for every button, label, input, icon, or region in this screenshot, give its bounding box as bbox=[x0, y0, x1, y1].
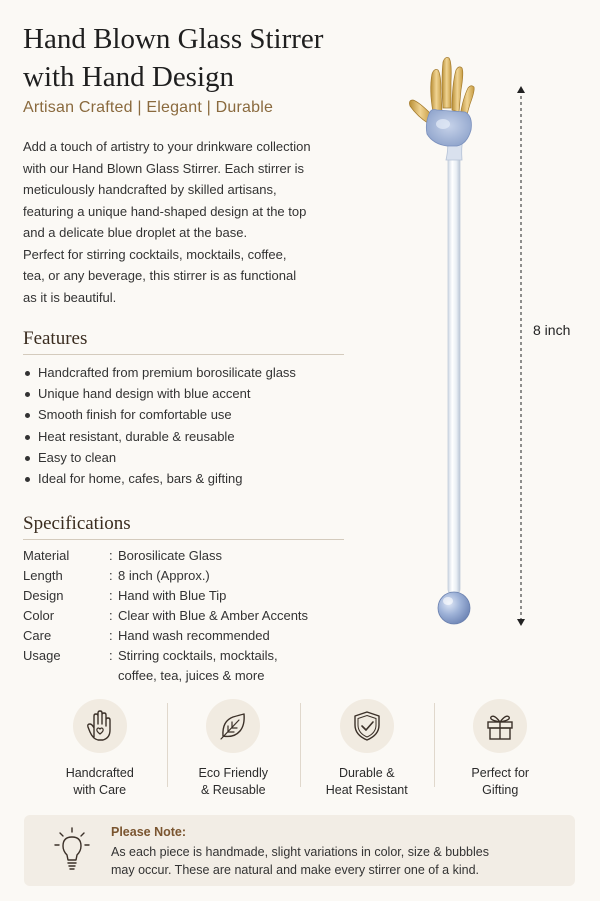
spec-row-care bbox=[23, 626, 353, 646]
intro-paragraph bbox=[23, 136, 343, 308]
spec-label: Color bbox=[23, 608, 55, 623]
spec-row-length bbox=[23, 566, 353, 586]
badge-line: Handcrafted bbox=[65, 766, 134, 780]
badge-handcrafted bbox=[33, 697, 167, 797]
spec-row-color bbox=[23, 606, 353, 626]
glass-stirrer-image bbox=[385, 50, 525, 640]
badge-line: Heat Resistant bbox=[325, 783, 408, 797]
spec-separator: : bbox=[109, 588, 113, 603]
badge-label bbox=[434, 765, 568, 799]
spec-row-material bbox=[23, 546, 353, 566]
badge-durable bbox=[300, 697, 434, 797]
feature-badges bbox=[33, 697, 567, 797]
note-line: As each piece is handmade, slight variations in color, size & bubbles bbox=[111, 845, 489, 859]
tagline: Artisan Crafted | Elegant | Durable bbox=[23, 99, 274, 116]
note-body bbox=[111, 843, 531, 879]
spec-label: Material bbox=[23, 548, 70, 563]
title-line-1: Hand Blown Glass Stirrer bbox=[23, 23, 324, 55]
stirrer-rod bbox=[448, 150, 460, 595]
shield-check-icon bbox=[340, 699, 394, 753]
badge-line: Perfect for bbox=[471, 766, 530, 780]
badge-gifting bbox=[434, 697, 568, 797]
stirrer-palm bbox=[426, 110, 471, 147]
intro-line: as it is beautiful. bbox=[23, 289, 117, 305]
spec-value: Hand wash recommended bbox=[118, 628, 270, 643]
spec-separator: : bbox=[109, 628, 113, 643]
specifications-table bbox=[23, 546, 353, 686]
feature-item: Unique hand design with blue accent bbox=[23, 383, 353, 404]
features-list bbox=[23, 362, 353, 489]
gift-icon bbox=[473, 699, 527, 753]
title-line-2: with Hand Design bbox=[23, 61, 235, 93]
spec-separator: : bbox=[109, 548, 113, 563]
badge-eco-friendly bbox=[167, 697, 301, 797]
spec-row-usage bbox=[23, 646, 353, 686]
spec-label: Design bbox=[23, 588, 64, 603]
badge-line: Durable & bbox=[338, 766, 395, 780]
badge-line: with Care bbox=[73, 783, 127, 797]
note-title: Please Note: bbox=[111, 825, 187, 839]
intro-line: Perfect for stirring cocktails, mocktails, coffee, bbox=[23, 246, 287, 262]
lightbulb-icon bbox=[54, 827, 90, 873]
intro-line: with our Hand Blown Glass Stirrer. Each stirrer is bbox=[23, 160, 305, 176]
spec-value: Hand with Blue Tip bbox=[118, 588, 227, 603]
stirrer-blue-tip bbox=[438, 592, 470, 624]
specifications-heading: Specifications bbox=[23, 513, 344, 540]
badge-line: & Reusable bbox=[200, 783, 266, 797]
dimension-label: 8 inch bbox=[533, 322, 571, 338]
note-box bbox=[24, 815, 575, 886]
spec-label: Length bbox=[23, 568, 63, 583]
intro-line: Add a touch of artistry to your drinkware collection bbox=[23, 139, 311, 154]
badge-line: Eco Friendly bbox=[198, 766, 268, 780]
features-heading: Features bbox=[23, 328, 344, 355]
badge-label bbox=[300, 765, 434, 799]
feature-item: Heat resistant, durable & reusable bbox=[23, 426, 353, 447]
hand-heart-icon bbox=[73, 699, 127, 753]
spec-separator: : bbox=[109, 568, 113, 583]
spec-separator: : bbox=[109, 608, 113, 623]
spec-value bbox=[118, 646, 353, 686]
badge-label bbox=[33, 765, 167, 799]
feature-item: Ideal for home, cafes, bars & gifting bbox=[23, 468, 353, 489]
spec-label: Usage bbox=[23, 648, 61, 663]
intro-line: meticulously handcrafted by skilled artisans, bbox=[23, 182, 277, 197]
spec-row-design bbox=[23, 586, 353, 606]
spec-label: Care bbox=[23, 628, 52, 643]
intro-line: tea, or any beverage, this stirrer is as functional bbox=[23, 268, 297, 283]
feature-item: Easy to clean bbox=[23, 447, 353, 468]
feature-item: Handcrafted from premium borosilicate glass bbox=[23, 362, 353, 383]
spec-value: 8 inch (Approx.) bbox=[118, 568, 210, 583]
dimension-arrow bbox=[514, 84, 528, 628]
intro-line: and a delicate blue droplet at the base. bbox=[23, 225, 248, 240]
page-title bbox=[23, 20, 383, 96]
leaf-icon bbox=[206, 699, 260, 753]
badge-label bbox=[167, 765, 301, 799]
spec-value-line: Stirring cocktails, mocktails, bbox=[118, 648, 278, 663]
badge-line: Gifting bbox=[482, 783, 519, 797]
note-line: may occur. These are natural and make every stirrer one of a kind. bbox=[111, 863, 480, 877]
spec-value: Borosilicate Glass bbox=[118, 548, 223, 563]
intro-line: featuring a unique hand-shaped design at the top bbox=[23, 203, 307, 219]
spec-value-line: coffee, tea, juices & more bbox=[118, 668, 265, 683]
spec-separator: : bbox=[109, 648, 113, 663]
feature-item: Smooth finish for comfortable use bbox=[23, 404, 353, 425]
spec-value: Clear with Blue & Amber Accents bbox=[118, 608, 309, 623]
